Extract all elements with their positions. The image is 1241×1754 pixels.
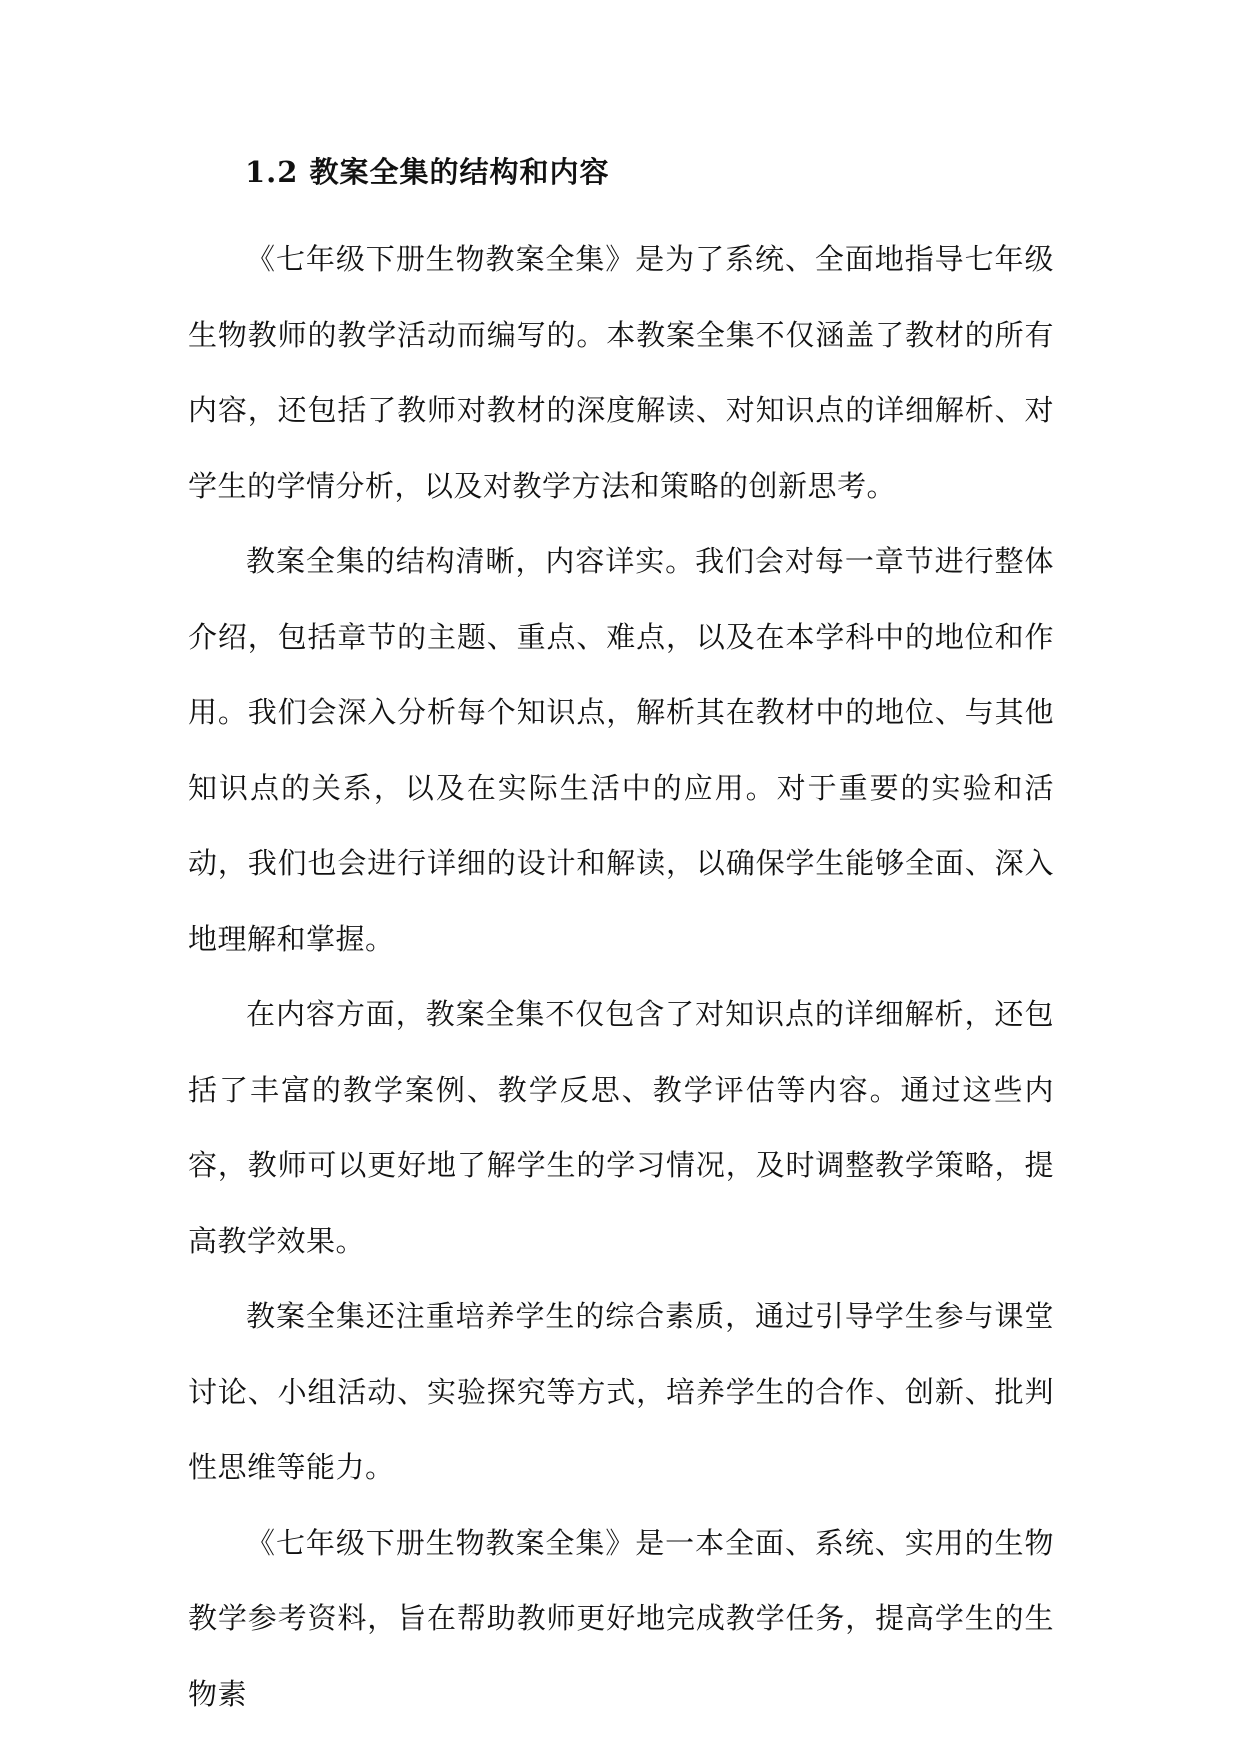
paragraph-summary: 《七年级下册生物教案全集》是一本全面、系统、实用的生物教学参考资料，旨在帮助教师更好地完成教学任务，提高学生的生物素 bbox=[188, 1525, 1054, 1711]
body-text bbox=[188, 222, 1054, 1732]
paragraph-content: 在内容方面，教案全集不仅包含了对知识点的详细解析，还包括了丰富的教学案例、教学反思、教学评估等内容。通过这些内容，教师可以更好地了解学生的学习情况，及时调整教学策略，提高教学效果。 bbox=[188, 997, 1054, 1258]
paragraph-intro: 《七年级下册生物教案全集》是为了系统、全面地指导七年级生物教师的教学活动而编写的。本教案全集不仅涵盖了教材的所有内容，还包括了教师对教材的深度解读、对知识点的详细解析、对学生的学情分析，以及对教学方法和策略的创新思考。 bbox=[188, 242, 1054, 503]
paragraph-structure: 教案全集的结构清晰，内容详实。我们会对每一章节进行整体介绍，包括章节的主题、重点、难点，以及在本学科中的地位和作用。我们会深入分析每个知识点，解析其在教材中的地位、与其他知识点的关系，以及在实际生活中的应用。对于重要的实验和活动，我们也会进行详细的设计和解读，以确保学生能够全面、深入地理解和掌握。 bbox=[188, 544, 1054, 956]
section-heading: 1.2 教案全集的结构和内容 bbox=[245, 155, 610, 189]
paragraph-skills: 教案全集还注重培养学生的综合素质，通过引导学生参与课堂讨论、小组活动、实验探究等方式，培养学生的合作、创新、批判性思维等能力。 bbox=[188, 1299, 1054, 1484]
